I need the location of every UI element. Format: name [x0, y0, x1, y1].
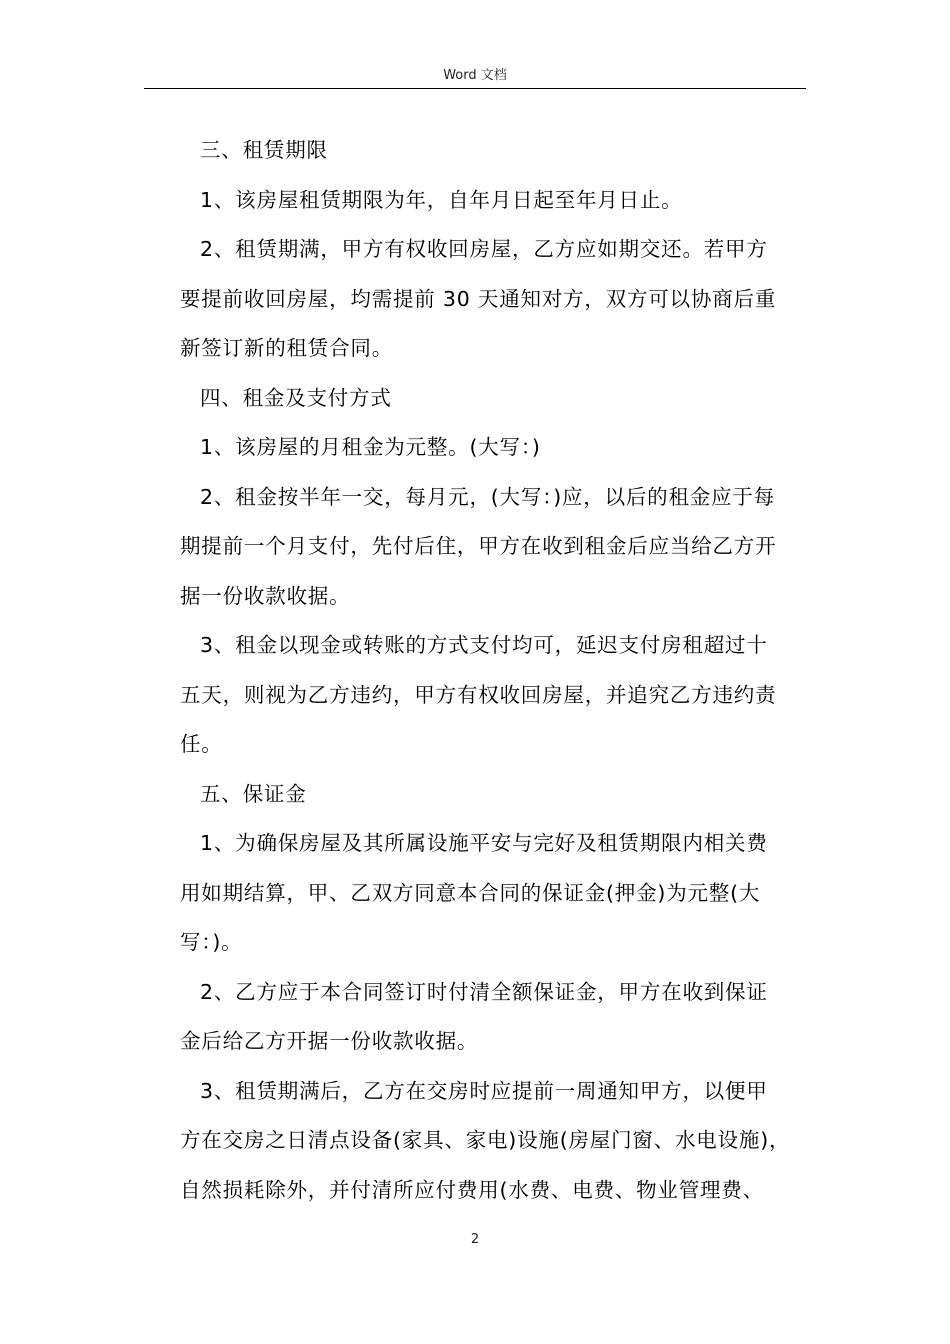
paragraph-line: 期提前一个月支付，先付后住，甲方在收到租金后应当给乙方开 [180, 534, 777, 558]
paragraph-line: 五天，则视为乙方违约，甲方有权收回房屋，并追究乙方违约责 [180, 682, 777, 707]
paragraph-line: 新签订新的租赁合同。 [180, 336, 393, 360]
paragraph-line: 1、该房屋的月租金为元整。(大写：) [200, 435, 541, 459]
paragraph-line: 写：)。 [180, 930, 243, 954]
header-divider [144, 88, 806, 89]
paragraph-line: 要提前收回房屋，均需提前 30 天通知对方，双方可以协商后重 [180, 286, 777, 311]
paragraph-line: 1、为确保房屋及其所属设施平安与完好及租赁期限内相关费 [200, 831, 768, 855]
document-body [180, 126, 810, 1215]
paragraph-line: 2、租金按半年一交，每月元，(大写：)应，以后的租金应于每 [200, 484, 775, 509]
paragraph-line: 金后给乙方开据一份收款收据。 [180, 1029, 479, 1053]
paragraph-line: 1、该房屋租赁期限为年，自年月日起至年月日止。 [200, 187, 683, 212]
section-heading-rent-payment: 四、租金及支付方式 [200, 385, 392, 410]
paragraph-line: 用如期结算，甲、乙双方同意本合同的保证金(押金)为元整(大 [180, 880, 761, 905]
section-heading-deposit: 五、保证金 [200, 781, 307, 806]
paragraph-line: 3、租赁期满后，乙方在交房时应提前一周通知甲方，以便甲 [200, 1078, 768, 1103]
paragraph-line: 2、租赁期满，甲方有权收回房屋，乙方应如期交还。若甲方 [200, 237, 768, 261]
page-number: 2 [470, 1232, 480, 1247]
paragraph-line: 3、租金以现金或转账的方式支付均可，延迟支付房租超过十 [200, 633, 768, 657]
page-header-title: Word 文档 [443, 68, 507, 83]
paragraph-line: 任。 [180, 732, 223, 756]
paragraph-line: 自然损耗除外，并付清所应付费用(水费、电费、物业管理费、 [180, 1177, 764, 1202]
paragraph-line: 方在交房之日清点设备(家具、家电)设施(房屋门窗、水电设施)， [180, 1128, 791, 1152]
paragraph-line: 据一份收款收据。 [180, 583, 351, 608]
section-heading-lease-term: 三、租赁期限 [200, 138, 328, 162]
paragraph-line: 2、乙方应于本合同签订时付清全额保证金，甲方在收到保证 [200, 979, 768, 1004]
